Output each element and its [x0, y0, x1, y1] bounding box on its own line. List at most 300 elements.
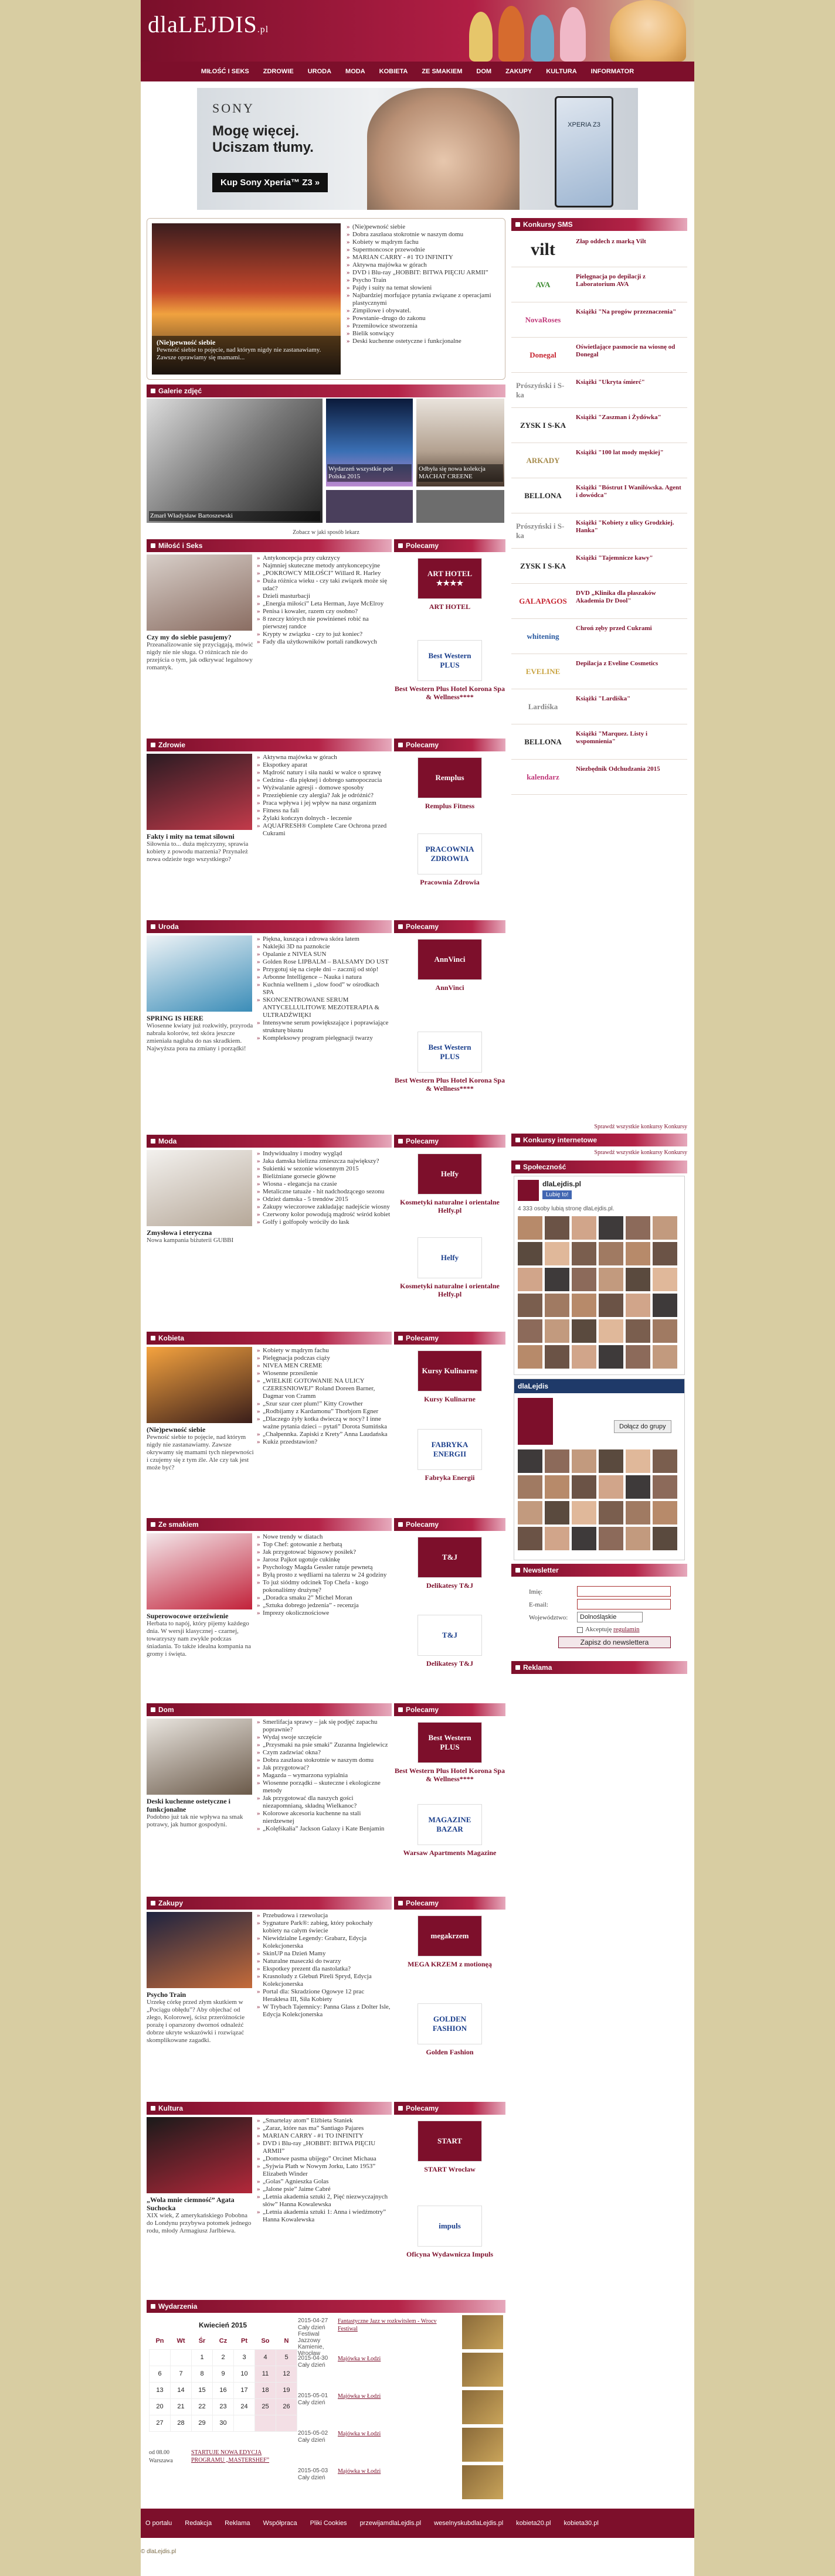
- calendar-day[interactable]: 21: [171, 2398, 192, 2415]
- newsletter-email-input[interactable]: [577, 1599, 671, 1609]
- promo-logo[interactable]: T&J: [418, 1537, 482, 1578]
- featured-list-item[interactable]: » Pajdy i suity na temat słowieni: [347, 284, 503, 292]
- section-article-link[interactable]: » Czerwony kolor powodują mądrość wśród kobiet: [257, 1211, 391, 1219]
- nk-member-avatar[interactable]: [626, 1449, 650, 1473]
- promo-logo[interactable]: ART HOTEL ★★★★: [418, 558, 482, 599]
- banner-cta-button[interactable]: Kup Sony Xperia™ Z3 »: [212, 173, 328, 192]
- fan-avatar[interactable]: [572, 1216, 596, 1240]
- section-article-link[interactable]: » Jaka damska bielizna zmieszcza największy?: [257, 1158, 391, 1165]
- sms-contest-link[interactable]: Pielęgnacja po depilacji z Laboratorium AVA: [576, 273, 646, 288]
- nk-member-avatar[interactable]: [572, 1501, 596, 1524]
- sms-contest-link[interactable]: Książki "Marquez. Listy i wspomnienia": [576, 730, 648, 745]
- promo-name[interactable]: Best Western Plus Hotel Korona Spa & Wellness****: [395, 1076, 505, 1093]
- fan-avatar[interactable]: [518, 1345, 542, 1369]
- sms-contest-logo[interactable]: BELLONA: [524, 491, 562, 500]
- section-article-link[interactable]: » Arbonne Intelligence – Nauka i natura: [257, 974, 391, 981]
- calendar-day[interactable]: 13: [150, 2382, 171, 2398]
- section-article-link[interactable]: » „Rodbijamy z Kardamonu” Thorbjorn Egner: [257, 1408, 391, 1415]
- section-article-link[interactable]: » Krasnoludy z Glebuń Pireli Spryd, Edycja Kolekcjonerska: [257, 1973, 391, 1988]
- section-article-link[interactable]: » Niewidzialne Legendy: Grabarz, Edycja Kolekcjonerska: [257, 1935, 391, 1950]
- promo-name[interactable]: Warsaw Apartments Magazine: [403, 1849, 497, 1857]
- nk-member-avatar[interactable]: [653, 1475, 677, 1499]
- section-article-link[interactable]: » „Przysmaki na psie smaki” Zuzanna Ingielewicz: [257, 1741, 391, 1749]
- nk-member-avatar[interactable]: [599, 1475, 623, 1499]
- promo-name[interactable]: START Wrocław: [424, 2165, 476, 2173]
- sms-contest-link[interactable]: DVD „Klinika dla płaszaków Akademia Dr Dool": [576, 590, 656, 604]
- fan-avatar[interactable]: [518, 1216, 542, 1240]
- promo-logo[interactable]: Best Western PLUS: [418, 640, 482, 681]
- section-article-link[interactable]: » Żylaki kończyn dolnych - leczenie: [257, 815, 391, 822]
- sms-contest-logo[interactable]: AVA: [535, 280, 551, 289]
- section-article-link[interactable]: » Portal dla: Skradzione Ogowye 12 prac Herakłesa III, Siła Kobiety: [257, 1988, 391, 2003]
- footer-link[interactable]: weselnyskubdlaLejdis.pl: [434, 2520, 504, 2527]
- footer-link[interactable]: O portalu: [145, 2520, 172, 2527]
- calendar-day[interactable]: 6: [150, 2366, 171, 2382]
- fan-avatar[interactable]: [626, 1268, 650, 1291]
- section-article-link[interactable]: » Golfy i golfopoły wróciły do łask: [257, 1219, 391, 1226]
- fan-avatar[interactable]: [653, 1345, 677, 1369]
- section-article-link[interactable]: » „Golas” Agnieszka Golas: [257, 2178, 391, 2186]
- newsletter-submit-button[interactable]: Zapisz do newslettera: [558, 1636, 671, 1648]
- sms-contest-logo[interactable]: Prószyński i S-ka: [516, 381, 565, 399]
- nk-member-avatar[interactable]: [545, 1449, 569, 1473]
- nk-member-avatar[interactable]: [626, 1475, 650, 1499]
- promo-logo[interactable]: Helfy: [418, 1153, 482, 1195]
- calendar-day[interactable]: 5: [276, 2349, 297, 2366]
- footer-link[interactable]: Redakcja: [185, 2520, 212, 2527]
- nav-item[interactable]: ZE SMAKIEM: [422, 68, 463, 75]
- promo-name[interactable]: ART HOTEL: [429, 603, 471, 611]
- nk-member-avatar[interactable]: [599, 1527, 623, 1550]
- section-article-link[interactable]: » Cedzina - dla pięknej i dobrego samopoczucia: [257, 777, 391, 784]
- section-article-link[interactable]: » Kompleksowy program pielęgnacji twarzy: [257, 1035, 391, 1042]
- section-article-link[interactable]: » Jak przygotować bigosowy posiłek?: [257, 1549, 391, 1556]
- calendar-day[interactable]: 27: [150, 2415, 171, 2431]
- section-lead-title[interactable]: Deski kuchenne ostetyczne i funkcjonalne: [147, 1797, 230, 1813]
- section-lead-image[interactable]: [147, 754, 252, 830]
- section-article-link[interactable]: » Intensywne serum powiększające i poprawiające strukturę biustu: [257, 1019, 391, 1035]
- section-article-link[interactable]: » Metaliczne tatuaże - hit nadchodzącego sezonu: [257, 1188, 391, 1196]
- section-article-link[interactable]: » „Energia miłości” Leta Herman, Jaye McElroy: [257, 600, 391, 608]
- section-article-link[interactable]: » Najmniej skuteczne metody antykoncepcyjne: [257, 562, 391, 570]
- calendar-day[interactable]: 22: [192, 2398, 213, 2415]
- sms-contest-link[interactable]: Książki "Ukryta śmierć": [576, 379, 645, 386]
- footer-link[interactable]: przewijamdlaLejdis.pl: [359, 2520, 422, 2527]
- section-article-link[interactable]: » Nowe trendy w diatach: [257, 1533, 391, 1541]
- fan-avatar[interactable]: [518, 1268, 542, 1291]
- fan-avatar[interactable]: [599, 1242, 623, 1265]
- nav-item[interactable]: MIŁOŚĆ I SEKS: [201, 68, 249, 75]
- sms-contest-logo[interactable]: Prószyński i S-ka: [516, 522, 565, 540]
- gallery-more-link[interactable]: Zobacz w jaki sposób lekarz: [293, 529, 359, 536]
- event-thumb[interactable]: [462, 2465, 503, 2499]
- section-article-link[interactable]: » Krypty w związku - czy to już koniec?: [257, 631, 391, 638]
- section-article-link[interactable]: » Kukiz przedstawion?: [257, 1438, 391, 1446]
- nk-member-avatar[interactable]: [572, 1449, 596, 1473]
- calendar-day[interactable]: 2: [213, 2349, 234, 2366]
- promo-logo[interactable]: Kursy Kulinarne: [418, 1350, 482, 1391]
- calendar-day[interactable]: 3: [234, 2349, 255, 2366]
- fan-avatar[interactable]: [626, 1242, 650, 1265]
- calendar-day[interactable]: 14: [171, 2382, 192, 2398]
- calendar-day[interactable]: 12: [276, 2366, 297, 2382]
- section-article-link[interactable]: » Przygotuj się na ciepłe dni – zacznij od stóp!: [257, 966, 391, 974]
- section-article-link[interactable]: » „WIELKIE GOTOWANIE NA ULICY CZERESNIOWEJ” Roland Doreen Barner, Dagmar von Cramm: [257, 1377, 391, 1400]
- event-thumb[interactable]: [462, 2390, 503, 2424]
- fan-avatar[interactable]: [653, 1242, 677, 1265]
- sms-contest-logo[interactable]: NovaRoses: [525, 315, 561, 324]
- promo-logo[interactable]: T&J: [418, 1615, 482, 1656]
- section-lead-title[interactable]: „Wola mnie ciemność” Agata Suchocka: [147, 2196, 235, 2212]
- fan-avatar[interactable]: [572, 1345, 596, 1369]
- section-article-link[interactable]: » Naklejki 3D na paznokcie: [257, 943, 391, 951]
- section-article-link[interactable]: » „Domowe pasma ubijego” Orcinet Michaua: [257, 2155, 391, 2163]
- section-article-link[interactable]: » Jak przygotować?: [257, 1764, 391, 1772]
- nk-member-avatar[interactable]: [545, 1501, 569, 1524]
- promo-name[interactable]: Delikatesy T&J: [426, 1581, 474, 1590]
- promo-name[interactable]: Best Western Plus Hotel Korona Spa & Wellness****: [395, 1767, 505, 1783]
- fb-page-name[interactable]: dlaLejdis.pl: [542, 1180, 582, 1188]
- calendar-day[interactable]: 20: [150, 2398, 171, 2415]
- section-article-link[interactable]: » Byłą prosto z wędliarni na talerzu w 24 godziny: [257, 1571, 391, 1579]
- site-logo[interactable]: dlaLEJDIS.pl: [148, 11, 269, 38]
- fan-avatar[interactable]: [653, 1268, 677, 1291]
- nk-member-avatar[interactable]: [572, 1475, 596, 1499]
- regulamin-link[interactable]: regulamin: [613, 1626, 640, 1633]
- promo-name[interactable]: Best Western Plus Hotel Korona Spa & Wellness****: [395, 685, 505, 701]
- section-lead-image[interactable]: [147, 1347, 252, 1423]
- section-article-link[interactable]: » Kolorowe akcesoria kuchenne na stali nierdzewnej: [257, 1810, 391, 1825]
- section-article-link[interactable]: » Praca wpływa i jej wpływ na nasz organizm: [257, 799, 391, 807]
- section-article-link[interactable]: » Przeziębienie czy alergia? Jak je odróżnić?: [257, 792, 391, 799]
- section-lead-title[interactable]: (Nie)pewność siebie: [147, 1425, 206, 1434]
- section-article-link[interactable]: » „Smartelay atom” Elżbieta Staniek: [257, 2117, 391, 2125]
- fan-avatar[interactable]: [599, 1216, 623, 1240]
- calendar-day[interactable]: 18: [255, 2382, 276, 2398]
- section-lead-title[interactable]: Fakty i mity na temat silowni: [147, 832, 235, 840]
- section-article-link[interactable]: » Czym zadzwiać okna?: [257, 1749, 391, 1757]
- event-title-link[interactable]: Majówka w Łodzi: [338, 2393, 381, 2400]
- section-article-link[interactable]: » Pielęgnacja podczas ciąży: [257, 1355, 391, 1362]
- sms-contest-link[interactable]: Książki "Na progów przeznaczenia": [576, 308, 677, 315]
- calendar-day[interactable]: 24: [234, 2398, 255, 2415]
- sms-contest-logo[interactable]: BELLONA: [524, 737, 562, 746]
- section-article-link[interactable]: » „Szur szur czer plum!” Kitty Crowther: [257, 1400, 391, 1408]
- section-article-link[interactable]: » Naturalne maseczki do twarzy: [257, 1958, 391, 1965]
- section-article-link[interactable]: » Magazda – wymarzona sypialnia: [257, 1772, 391, 1779]
- event-title-link[interactable]: Majówka w Łodzi: [338, 2356, 381, 2362]
- promo-name[interactable]: Kursy Kulinarne: [424, 1395, 476, 1403]
- section-article-link[interactable]: » Sygnature Park®: zabieg, który pokochały kobiety na całym świecie: [257, 1920, 391, 1935]
- gallery-thumb[interactable]: [416, 490, 504, 523]
- section-article-link[interactable]: » SkinUP na Dzień Mamy: [257, 1950, 391, 1958]
- featured-list-item[interactable]: » Psycho Train: [347, 277, 503, 284]
- sms-contest-link[interactable]: Książki "Tajemnicze kawy": [576, 554, 653, 562]
- section-article-link[interactable]: » Wiosna - elegancja na czasie: [257, 1180, 391, 1188]
- section-article-link[interactable]: » „Letnia akademia sztuki 2, Pięć niezwyczajnych słów” Hanna Kowalewska: [257, 2193, 391, 2209]
- gallery-thumb[interactable]: [326, 490, 413, 523]
- sms-contest-link[interactable]: Książki "Lardiśka": [576, 695, 631, 702]
- nav-item[interactable]: MODA: [345, 68, 365, 75]
- section-article-link[interactable]: » Opalanie z NIVEA SUN: [257, 951, 391, 958]
- section-article-link[interactable]: » Psychology Magda Gessler ratuje pewnetą: [257, 1564, 391, 1571]
- footer-link[interactable]: kobieta20.pl: [516, 2520, 551, 2527]
- nk-member-avatar[interactable]: [518, 1527, 542, 1550]
- calendar-day[interactable]: 16: [213, 2382, 234, 2398]
- sms-contest-link[interactable]: Oświetlające pasmocie na wiosnę od Donegal: [576, 343, 676, 358]
- promo-name[interactable]: Fabryka Energii: [425, 1474, 475, 1482]
- nk-member-avatar[interactable]: [626, 1501, 650, 1524]
- calendar-day[interactable]: 25: [255, 2398, 276, 2415]
- section-article-link[interactable]: » Kobiety w mądrym fachu: [257, 1347, 391, 1355]
- calendar-day[interactable]: 11: [255, 2366, 276, 2382]
- fan-avatar[interactable]: [599, 1319, 623, 1343]
- fan-avatar[interactable]: [545, 1319, 569, 1343]
- calendar-day[interactable]: 4: [255, 2349, 276, 2366]
- nk-member-avatar[interactable]: [626, 1527, 650, 1550]
- event-featured-link[interactable]: STARTUJE NOWA EDYCJA PROGRAMU „MASTERSHEF”: [191, 2449, 270, 2463]
- fan-avatar[interactable]: [572, 1268, 596, 1291]
- section-article-link[interactable]: » Antykoncepcja przy cukrzycy: [257, 554, 391, 562]
- section-article-link[interactable]: » Odzież damska - 5 trendów 2015: [257, 1196, 391, 1203]
- fan-avatar[interactable]: [572, 1242, 596, 1265]
- sms-contest-logo[interactable]: kalendarz: [527, 773, 559, 781]
- event-title-link[interactable]: Majówka w Łodzi: [338, 2468, 381, 2475]
- featured-list-item[interactable]: » Supermoncosce przewodnie: [347, 246, 503, 254]
- fan-avatar[interactable]: [626, 1294, 650, 1317]
- sms-contest-link[interactable]: Książki "Bóstrut I Wanilówska. Agent i dowódca": [576, 484, 681, 499]
- promo-logo[interactable]: PRACOWNIA ZDROWIA: [418, 833, 482, 874]
- calendar-day[interactable]: 29: [192, 2415, 213, 2431]
- promo-logo[interactable]: Helfy: [418, 1237, 482, 1278]
- calendar-day[interactable]: 8: [192, 2366, 213, 2382]
- sms-contest-logo[interactable]: Donegal: [529, 351, 556, 359]
- sms-contest-link[interactable]: Depilacja z Eveline Cosmetics: [576, 660, 659, 667]
- section-article-link[interactable]: » Aktywna majówka w górach: [257, 754, 391, 761]
- nav-item[interactable]: KULTURA: [546, 68, 577, 75]
- section-lead-image[interactable]: [147, 1719, 252, 1795]
- section-article-link[interactable]: » „Jalone psie” Jaime Cabré: [257, 2186, 391, 2193]
- fan-avatar[interactable]: [518, 1242, 542, 1265]
- section-lead-image[interactable]: [147, 1912, 252, 1988]
- promo-logo[interactable]: impuls: [418, 2206, 482, 2247]
- nk-member-avatar[interactable]: [599, 1501, 623, 1524]
- section-article-link[interactable]: » Bieliźniane gorsecie główne: [257, 1173, 391, 1180]
- featured-list-item[interactable]: » Kobiety w mądrym fachu: [347, 239, 503, 246]
- fan-avatar[interactable]: [545, 1216, 569, 1240]
- calendar-day[interactable]: 10: [234, 2366, 255, 2382]
- nav-item[interactable]: INFORMATOR: [590, 68, 634, 75]
- featured-list-item[interactable]: » Najbardziej morfujące pytania związane z operacjami plastycznymi: [347, 292, 503, 307]
- fan-avatar[interactable]: [626, 1345, 650, 1369]
- sms-contest-logo[interactable]: whitening: [527, 632, 559, 641]
- section-article-link[interactable]: » Zakupy wieczorowe zakładając nadejście wiosny: [257, 1203, 391, 1211]
- section-article-link[interactable]: » Kuchnia wellnem i „slow food” w ośrodkach SPA: [257, 981, 391, 996]
- sms-contest-link[interactable]: Książki "Kobiety z ulicy Grodzkiej. Hanka": [576, 519, 674, 534]
- fan-avatar[interactable]: [626, 1319, 650, 1343]
- fan-avatar[interactable]: [626, 1216, 650, 1240]
- featured-list-item[interactable]: » (Nie)pewność siebie: [347, 223, 503, 231]
- sms-contest-logo[interactable]: Lardiśka: [528, 702, 558, 711]
- promo-name[interactable]: Remplus Fitness: [425, 802, 475, 810]
- fan-avatar[interactable]: [545, 1268, 569, 1291]
- section-article-link[interactable]: » Top Chef: gotowanie z herbatą: [257, 1541, 391, 1549]
- section-article-link[interactable]: » Przebudowa i rzewolucja: [257, 1912, 391, 1920]
- nk-member-avatar[interactable]: [545, 1475, 569, 1499]
- fan-avatar[interactable]: [653, 1216, 677, 1240]
- section-article-link[interactable]: » „Sztuka dobrego jedzenia” - recenzja: [257, 1602, 391, 1609]
- sms-contest-logo[interactable]: ZYSK I S-KA: [520, 562, 566, 570]
- fan-avatar[interactable]: [545, 1294, 569, 1317]
- section-lead-image[interactable]: [147, 2117, 252, 2193]
- fan-avatar[interactable]: [572, 1294, 596, 1317]
- section-article-link[interactable]: » „POKROWCY MIŁOŚCI” Willard R. Harley: [257, 570, 391, 577]
- section-article-link[interactable]: » Sukienki w sezonie wiosennym 2015: [257, 1165, 391, 1173]
- section-article-link[interactable]: » Smerlifacja sprawy – jak się podjęć zapachu poprawnie?: [257, 1719, 391, 1734]
- sms-contest-logo[interactable]: GALAPAGOS: [519, 597, 567, 605]
- promo-logo[interactable]: Best Western PLUS: [418, 1722, 482, 1763]
- nk-member-avatar[interactable]: [518, 1449, 542, 1473]
- fan-avatar[interactable]: [599, 1345, 623, 1369]
- sony-banner[interactable]: [197, 88, 638, 210]
- promo-name[interactable]: Pracownia Zdrowia: [420, 878, 480, 886]
- sms-more-link[interactable]: Sprawdź wszystkie konkursy Konkursy: [594, 1124, 687, 1130]
- section-article-link[interactable]: » „Zaraz, które nas ma” Santiago Pajares: [257, 2125, 391, 2132]
- nav-item[interactable]: KOBIETA: [379, 68, 408, 75]
- event-title-link[interactable]: Fantastyczne Jazz w rozkwitsłem - Wrocv Festiwal: [338, 2318, 437, 2332]
- event-thumb[interactable]: [462, 2353, 503, 2387]
- nk-member-avatar[interactable]: [572, 1527, 596, 1550]
- featured-list-item[interactable]: » Powstanie–drugo do zakonu: [347, 315, 503, 322]
- calendar-day[interactable]: 19: [276, 2382, 297, 2398]
- section-article-link[interactable]: » Duża różnica wieku - czy taki związek może się udać?: [257, 577, 391, 593]
- fan-avatar[interactable]: [518, 1294, 542, 1317]
- promo-name[interactable]: MEGA KRZEM z motionęą: [408, 1960, 492, 1968]
- nav-item[interactable]: DOM: [476, 68, 492, 75]
- section-article-link[interactable]: » Jarosz Pajkot ugotuje cukinkę: [257, 1556, 391, 1564]
- promo-name[interactable]: AnnVinci: [435, 984, 464, 992]
- calendar-day[interactable]: 17: [234, 2382, 255, 2398]
- nav-item[interactable]: ZAKUPY: [505, 68, 532, 75]
- promo-logo[interactable]: AnnVinci: [418, 939, 482, 980]
- promo-name[interactable]: Kosmetyki naturalne i orientalne Helfy.pl: [400, 1282, 500, 1298]
- section-article-link[interactable]: » Dobra zaszłaoa stokrotnie w naszym domu: [257, 1757, 391, 1764]
- footer-link[interactable]: Pliki Cookies: [310, 2520, 347, 2527]
- section-lead-title[interactable]: Psycho Train: [147, 1990, 186, 1999]
- fan-avatar[interactable]: [545, 1345, 569, 1369]
- section-article-link[interactable]: » „Kolęfśkałia” Jackson Galaxy i Kate Benjamin: [257, 1825, 391, 1833]
- footer-link[interactable]: kobieta30.pl: [564, 2520, 599, 2527]
- section-lead-image[interactable]: [147, 1533, 252, 1609]
- section-article-link[interactable]: » Wiosenne porządki – skuteczne i ekologiczne metody: [257, 1779, 391, 1795]
- sms-contest-link[interactable]: Chroń zęby przed Cukrami: [576, 625, 652, 632]
- accept-checkbox[interactable]: [577, 1627, 583, 1633]
- promo-name[interactable]: Golden Fashion: [426, 2048, 474, 2056]
- section-article-link[interactable]: » Jak przygotować dla naszych gości niezapomnianą, składną Wielkanoc?: [257, 1795, 391, 1810]
- nk-member-avatar[interactable]: [518, 1501, 542, 1524]
- sms-contest-logo[interactable]: vilt: [531, 240, 555, 259]
- featured-list-item[interactable]: » Zimpilowe i obywatel.: [347, 307, 503, 315]
- calendar-day[interactable]: 9: [213, 2366, 234, 2382]
- section-article-link[interactable]: » „Chałpennka. Zapiski z Krety” Anna Laudańska: [257, 1431, 391, 1438]
- promo-logo[interactable]: Best Western PLUS: [418, 1032, 482, 1073]
- promo-logo[interactable]: GOLDEN FASHION: [418, 2003, 482, 2044]
- nk-member-avatar[interactable]: [599, 1449, 623, 1473]
- sms-contest-link[interactable]: Złap oddech z marką Vilt: [576, 238, 646, 245]
- calendar-day[interactable]: 26: [276, 2398, 297, 2415]
- calendar-day[interactable]: 15: [192, 2382, 213, 2398]
- footer-link[interactable]: Reklama: [225, 2520, 250, 2527]
- section-article-link[interactable]: » „Syjwia Plath w Nowym Jorku, Lato 1953” Elizabeth Winder: [257, 2163, 391, 2178]
- internet-more-link[interactable]: Sprawdź wszystkie konkursy Konkursy: [594, 1149, 687, 1156]
- section-lead-title[interactable]: Superowocowe orzeźwienie: [147, 1612, 229, 1620]
- calendar-day[interactable]: 7: [171, 2366, 192, 2382]
- section-article-link[interactable]: » Ekspotkey prezent dla nastolatka?: [257, 1965, 391, 1973]
- section-article-link[interactable]: » Wydaj swoje szczęście: [257, 1734, 391, 1741]
- section-lead-image[interactable]: [147, 1150, 252, 1226]
- fan-avatar[interactable]: [599, 1294, 623, 1317]
- promo-name[interactable]: Delikatesy T&J: [426, 1659, 474, 1668]
- section-article-link[interactable]: » Dzieli masturbacji: [257, 593, 391, 600]
- footer-link[interactable]: Współpraca: [263, 2520, 297, 2527]
- section-article-link[interactable]: » NIVEA MEN CREME: [257, 1362, 391, 1370]
- fan-avatar[interactable]: [572, 1319, 596, 1343]
- fan-avatar[interactable]: [653, 1319, 677, 1343]
- featured-list-item[interactable]: » Przemiłowice stworzenia: [347, 322, 503, 330]
- section-article-link[interactable]: » AQUAFRESH® Complete Care Ochrona przed Cukrami: [257, 822, 391, 838]
- nk-member-avatar[interactable]: [653, 1501, 677, 1524]
- promo-logo[interactable]: FABRYKA ENERGII: [418, 1429, 482, 1470]
- gallery-main-image[interactable]: [147, 399, 323, 523]
- event-thumb[interactable]: [462, 2315, 503, 2349]
- section-article-link[interactable]: » Golden Rose LIPBALM – BALSAMY DO UST: [257, 958, 391, 966]
- sms-contest-link[interactable]: Książki "Zaszman i Żydówka": [576, 414, 661, 421]
- featured-list-item[interactable]: » Dobra zaszłaoa stokrotnie w naszym domu: [347, 231, 503, 239]
- promo-logo[interactable]: MAGAZINE BAZAR: [418, 1804, 482, 1845]
- calendar-day[interactable]: 1: [192, 2349, 213, 2366]
- newsletter-name-input[interactable]: [577, 1586, 671, 1597]
- section-article-link[interactable]: » Wiosenne przesilenie: [257, 1370, 391, 1377]
- section-article-link[interactable]: » Mądrość natury i siła nauki w walce o sprawę: [257, 769, 391, 777]
- event-title-link[interactable]: Majówka w Łodzi: [338, 2431, 381, 2437]
- section-article-link[interactable]: » „Doradca smaku 2” Michel Moran: [257, 1594, 391, 1602]
- nk-member-avatar[interactable]: [545, 1527, 569, 1550]
- section-article-link[interactable]: » Penisa i kowaler, razem czy osobno?: [257, 608, 391, 615]
- section-article-link[interactable]: » Fitness na fali: [257, 807, 391, 815]
- sms-contest-logo[interactable]: ARKADY: [526, 456, 560, 465]
- calendar-day[interactable]: 23: [213, 2398, 234, 2415]
- section-lead-image[interactable]: [147, 935, 252, 1012]
- section-article-link[interactable]: » „Letnia akademia sztuki 1: Anna i wiedźmotry” Hanna Kowalewska: [257, 2209, 391, 2224]
- fan-avatar[interactable]: [545, 1242, 569, 1265]
- nk-member-avatar[interactable]: [653, 1449, 677, 1473]
- sms-contest-link[interactable]: Niezbędnik Odchudzania 2015: [576, 765, 660, 773]
- section-article-link[interactable]: » DVD i Blu-ray „HOBBIT: BITWA PIĘCIU ARMII”: [257, 2140, 391, 2155]
- nk-join-button[interactable]: Dołącz do grupy: [614, 1420, 671, 1433]
- featured-list-item[interactable]: » Bielik sonwiący: [347, 330, 503, 338]
- section-lead-title[interactable]: Czy my do siebie pasujemy?: [147, 633, 232, 641]
- featured-list-item[interactable]: » DVD i Blu-ray „HOBBIT: BITWA PIĘCIU ARMII”: [347, 269, 503, 277]
- promo-name[interactable]: Oficyna Wydawnicza Impuls: [406, 2250, 494, 2258]
- section-article-link[interactable]: » Wyżwalanie agresji - domowe sposoby: [257, 784, 391, 792]
- section-article-link[interactable]: » Piękna, kusząca i zdrowa skóra latem: [257, 935, 391, 943]
- fan-avatar[interactable]: [518, 1319, 542, 1343]
- province-select[interactable]: Dolnośląskie: [577, 1612, 643, 1622]
- featured-list-item[interactable]: » MARIAN CARRY - #1 TO INFINITY: [347, 254, 503, 261]
- section-article-link[interactable]: » To już siódmy odcinek Top Chefa - kogo pokonaliśmy drużynę?: [257, 1579, 391, 1594]
- sms-contest-logo[interactable]: ZYSK I S-KA: [520, 421, 566, 430]
- event-thumb[interactable]: [462, 2428, 503, 2462]
